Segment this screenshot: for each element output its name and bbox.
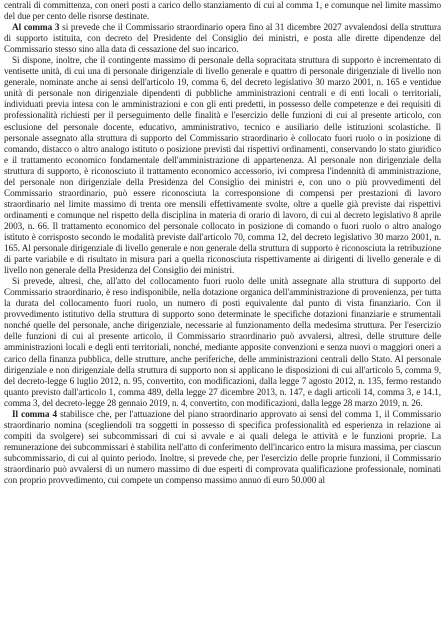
paragraph-5-lead: Il comma 4 — [12, 408, 58, 419]
paragraph-3-text: Si dispone, inoltre, che il contingente massimo di personale della sopracitata struttura di supporto è incrementato di ventisette unità, di cui una di personale dirigenziale di livello generale e quattro di personale dirigenziale di livello non generale, nominate anche ai sensi dell'articolo 19, comma 6, del decreto legislativo 30 marzo 2001, n. 165 e ventidue unità di personale non dirigenziale dipendenti di pubbliche amministrazioni centrali e di enti locali o territoriali, individuati previa intesa con le amministrazioni e con gli enti predetti, in possesso delle competenze e dei requisiti di professionalità richiesti per il perseguimento delle finalità e l'esercizio delle funzioni di cui al presente articolo, con esclusione del personale docente, educativo, amministrativo, tecnico e ausiliario delle istituzioni scolastiche. Il personale assegnato alla struttura di supporto del Commissario straordinario è collocato fuori ruolo o in posizione di comando, distacco o altro analogo istituto o posizione previsti dai rispettivi ordinamenti, conservando lo stato giuridico e il trattamento economico fondamentale dell'amministrazione di appartenenza. Al personale non dirigenziale della struttura di supporto, è riconosciuto il trattamento economico accessorio, ivi compresa l'indennità di amministrazione, del personale non dirigenziale della Presidenza del Consiglio dei ministri e, con uno o più provvedimenti del Commissario straordinario, può essere riconosciuta la corresponsione di compensi per prestazioni di lavoro straordinario nel limite massimo di trenta ore mensili effettivamente svolte, oltre a quelle già previste dai rispettivi ordinamenti e comunque nel rispetto della disciplina in materia di orario di lavoro, di cui al decreto legislativo 8 aprile 2003, n. 66. Il trattamento economico del personale collocato in posizione di comando o fuori ruolo o altro analogo istituto è corrisposto secondo le modalità previste dall'articolo 70, comma 12, del decreto legislativo 30 marzo 2001, n. 165. Al personale dirigenziale di livello generale e non generale della struttura di supporto è riconosciuta la retribuzione di parte variabile e di risultato in misura pari a quella riconosciuta rispettivamente ai dirigenti di livello generale e di livello non generale della Presidenza del Consiglio dei ministri. — [4, 55, 441, 276]
paragraph-2-text: si prevede che il Commissario straordinario opera fino al 31 dicembre 2027 avvalendosi della struttura di supporto istituita, con decreto del Presidente del Consiglio dei ministri, e posta alle dirette dipendenze del Commissario stesso sino alla data di cessazione del suo incarico. — [4, 22, 441, 55]
document-page — [4, 0, 441, 644]
paragraph-5-text: stabilisce che, per l'attuazione del piano straordinario approvato ai sensi del comma 1, il Commissario straordinario nomina (scegliendoli tra soggetti in possesso di specifica professionalità ed esperienza in relazione ai compiti da svolgere) sei subcommissari di cui si avvale e ai quali delega le attività e le funzioni proprie. La remunerazione dei subcommissari è stabilita nell'atto di conferimento dell'incarico entro la misura massima, per ciascun subcommissario, di cui al quinto periodo. Inoltre, si prevede che, per l'esercizio delle proprie funzioni, il Commissario straordinario può avvalersi di un numero massimo di due esperti di comprovata qualificazione professionale, nominati con proprio provvedimento, cui compete un compenso massimo annuo di euro 50.000 al — [4, 408, 441, 486]
paragraph-2-lead: Al comma 3 — [12, 22, 60, 33]
paragraph-3 — [4, 55, 441, 276]
paragraph-1 — [4, 0, 441, 22]
paragraph-4 — [4, 276, 441, 409]
paragraph-5 — [4, 409, 441, 486]
paragraph-4-text: Si prevede, altresì, che, all'atto del collocamento fuori ruolo delle unità assegnate alla struttura di supporto del Commissario straordinario, è reso indisponibile, nella dotazione organica dell'amministrazione di provenienza, per tutta la durata del collocamento fuori ruolo, un numero di posti equivalente dal punto di vista finanziario. Con il provvedimento istitutivo della struttura di supporto sono determinate le specifiche dotazioni finanziarie e strumentali nonché quelle del personale, anche dirigenziale, necessarie al funzionamento della medesima struttura. Per l'esercizio delle funzioni di cui al presente articolo, il Commissario straordinario può avvalersi, altresì, delle strutture delle amministrazioni locali e degli enti territoriali, nonché, mediante apposite convenzioni e senza nuovi o maggiori oneri a carico della finanza pubblica, delle strutture, anche periferiche, delle amministrazioni centrali dello Stato. Al personale dirigenziale e non dirigenziale della struttura di supporto non si applicano le disposizioni di cui all'articolo 5, comma 9, del decreto-legge 6 luglio 2012, n. 95, convertito, con modificazioni, dalla legge 7 agosto 2012, n. 135, fermo restando quanto previsto dall'articolo 1, comma 489, della legge 27 dicembre 2013, n. 147, e dagli articoli 14, comma 3, e 14.1, comma 3, del decreto-legge 28 gennaio 2019, n. 4, convertito, con modificazioni, dalla legge 28 marzo 2019, n. 26. — [4, 276, 441, 408]
paragraph-2 — [4, 22, 441, 55]
paragraph-1-text: centrali di committenza, con oneri posti a carico dello stanziamento di cui al comma 1, e comunque nel limite massimo del due per cento delle risorse destinate. — [4, 0, 441, 22]
